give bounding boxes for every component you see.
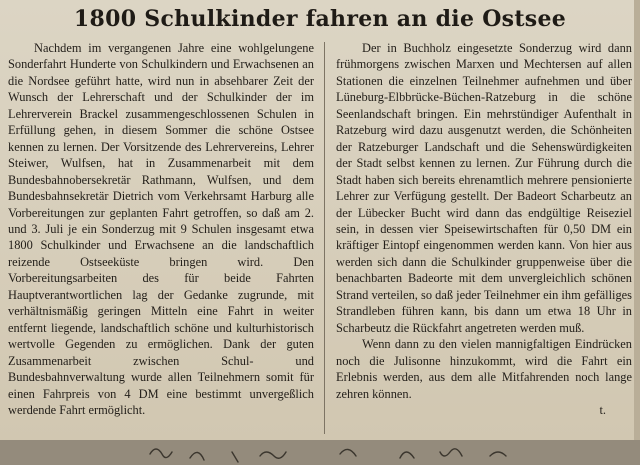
left-column xyxy=(8,40,314,418)
paper-edge xyxy=(634,0,640,440)
right-column-paragraph-2: Wenn dann zu den vielen mannigfaltigen Eindrücken noch die Julisonne hinzukommt, wird die Fahrt ein Erlebnis werden, aus dem alle Mitfahrenden noch lange zehren können. xyxy=(336,337,632,401)
column-divider xyxy=(324,42,325,434)
handwriting-scribble xyxy=(0,440,640,465)
handwritten-note-strip xyxy=(0,440,640,465)
author-signature: t. xyxy=(599,402,606,417)
right-column-paragraph-1: Der in Buchholz eingesetzte Sonderzug wird dann frühmorgens zwischen Marxen und Mechtersen auf allen Stationen die einzelnen Teilnehmer aufnehmen und über Lüneburg-Elbbrücke-Büchen-Ratzeburg in die schöne Seenlandschaft bringen. Ein mehrstündiger Aufenthalt in Ratzeburg wird dazu ausgenutzt werden, die Schönheiten der Ratzeburger Landschaft und die Sehenswürdigkeiten der Stadt selbst kennen zu lernen. Zur Führung durch die Stadt haben sich bereits ehrenamtlich mehrere pensionierte Lehrer zur Verfügung gestellt. Der Badeort Scharbeutz an der Lübecker Bucht wird dann das endgültige Reiseziel sein, in dessen vier Speisewirtschaften für 0,50 DM ein kräftiger Eintopf eingenommen werden kann. Von hier aus werden sich dann die Schulkinder gruppenweise über die benachbarten Badeorte mit dem unvergleichlich schönen Strand verteilen, so daß jeder Teilnehmer ein ihm gefälliges Strandleben führen kann, bis dann um etwa 18 Uhr in Scharbeutz die Rückfahrt angetreten werden muß. xyxy=(336,41,632,335)
left-column-paragraph: Nachdem im vergangenen Jahre eine wohlgelungene Sonderfahrt Hunderte von Schulkindern und Erwachsenen an die Nordsee geführt hatte, wird nun in absehbarer Zeit der Wunsch der Lehrerschaft und der Schulkinder der im Lehrerverein Brackel zusammengeschlossenen Schulen in Erfüllung gehen, in diesem Sommer die schöne Ostsee kennen zu lernen. Der Vorsitzende des Lehrervereins, Lehrer Steiwer, Wulfsen, hat in Zusammenarbeit mit dem Bundesbahnobersekretär Rathmann, Wulfsen, und dem Bundesbahnsekretär Dietrich vom Verkehrsamt Harburg alle Vorbereitungen zur geplanten Fahrt getroffen, so daß am 2. und 3. Juli je ein Sonderzug mit 9 Schulen insgesamt etwa 1800 Schulkinder und Erwachsene an die landschaftlich reizende Ostseeküste bringen wird. Den Vorbereitungsarbeiten des für beide Fahrten Hauptverantwortlichen lag der Gedanke zugrunde, mit verhältnismäßig geringen Mitteln eine Fahrt in weiter entfernt liegende, landschaftlich schöne und kulturhistorisch wertvolle Gegenden zu ermöglichen. Dank der guten Zusammenarbeit zwischen Schul- und Bundesbahnverwaltung wurde allen Teilnehmern somit für einen Fahrpreis von 4 DM eine bestimmt unvergeßlich werdende Fahrt ermöglicht. xyxy=(8,41,314,417)
article-title: 1800 Schulkinder fahren an die Ostsee xyxy=(73,6,567,32)
right-column xyxy=(336,40,632,418)
